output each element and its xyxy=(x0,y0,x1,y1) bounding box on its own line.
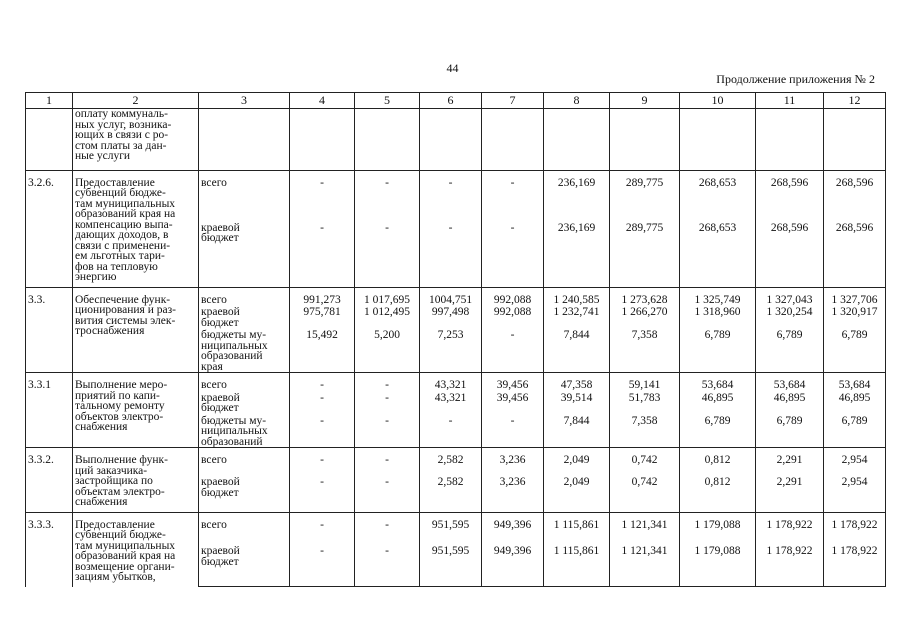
column-header: 9 xyxy=(610,93,680,109)
column-header: 12 xyxy=(824,93,886,109)
column-header: 4 xyxy=(290,93,355,109)
value-cell: 1 320,254 xyxy=(756,305,824,328)
row-name: Обеспечение функ- ционирования и раз- вития системы элек- троснабжения xyxy=(73,287,199,373)
value-cell: 39,456 xyxy=(482,373,544,391)
value-cell: 53,684 xyxy=(756,373,824,391)
value-cell: 268,596 xyxy=(756,170,824,221)
value-cell: 992,088 xyxy=(482,305,544,328)
row-name: Предоставление субвенций бюдже- там муниципальных образований края на возмещение органи- зациям убытков, xyxy=(73,512,199,587)
value-cell: 236,169 xyxy=(544,221,610,287)
value-cell: - xyxy=(420,170,482,221)
value-cell: 1 327,706 xyxy=(824,287,886,305)
value-cell: 46,895 xyxy=(756,391,824,414)
value-cell: 43,321 xyxy=(420,391,482,414)
value-cell: 951,595 xyxy=(420,544,482,586)
value-cell: 1 318,960 xyxy=(680,305,756,328)
funding-source: краевой бюджет xyxy=(199,544,290,586)
value-cell: 59,141 xyxy=(610,373,680,391)
value-cell: - xyxy=(420,221,482,287)
value-cell: 1 320,917 xyxy=(824,305,886,328)
row-name: Предоставление субвенций бюдже- там муниципальных образований края на компенсацию выпа- дающих доходов, в связи с применени- ем льготных тари- фов на тепловую энергию xyxy=(73,170,199,287)
value-cell: 1 325,749 xyxy=(680,287,756,305)
value-cell: 2,954 xyxy=(824,475,886,512)
value-cell: 1 179,088 xyxy=(680,544,756,586)
value-cell: 15,492 xyxy=(290,328,355,373)
table-row xyxy=(26,448,886,476)
value-cell: 2,954 xyxy=(824,448,886,476)
value-cell: 6,789 xyxy=(824,414,886,448)
value-cell: 6,789 xyxy=(756,328,824,373)
value-cell: 39,514 xyxy=(544,391,610,414)
value-cell: 1 327,043 xyxy=(756,287,824,305)
value-cell: 6,789 xyxy=(680,328,756,373)
value-cell: - xyxy=(290,221,355,287)
value-cell: - xyxy=(355,391,420,414)
funding-source: краевой бюджет xyxy=(199,391,290,414)
value-cell: 0,742 xyxy=(610,448,680,476)
value-cell: 1 115,861 xyxy=(544,512,610,544)
funding-source: всего xyxy=(199,170,290,221)
value-cell: 47,358 xyxy=(544,373,610,391)
value-cell: 1 232,741 xyxy=(544,305,610,328)
page-number: 44 xyxy=(446,61,459,75)
value-cell: 7,358 xyxy=(610,414,680,448)
value-cell: - xyxy=(482,414,544,448)
value-cell: - xyxy=(290,544,355,586)
value-cell: 43,321 xyxy=(420,373,482,391)
value-cell: - xyxy=(355,512,420,544)
value-cell: 268,596 xyxy=(756,221,824,287)
column-header: 6 xyxy=(420,93,482,109)
row-name: Выполнение меро- приятий по капи- тальному ремонту объектов электро- снабжения xyxy=(73,373,199,448)
budget-table xyxy=(25,92,886,587)
column-header: 1 xyxy=(26,93,73,109)
funding-source: всего xyxy=(199,512,290,544)
value-cell: - xyxy=(482,221,544,287)
value-cell: - xyxy=(355,373,420,391)
value-cell: 0,812 xyxy=(680,448,756,476)
value-cell: 7,358 xyxy=(610,328,680,373)
funding-source: краевой бюджет xyxy=(199,475,290,512)
value-cell: 53,684 xyxy=(824,373,886,391)
value-cell: 1 121,341 xyxy=(610,544,680,586)
value-cell: 46,895 xyxy=(680,391,756,414)
column-header: 8 xyxy=(544,93,610,109)
value-cell: 1 121,341 xyxy=(610,512,680,544)
value-cell: 949,396 xyxy=(482,512,544,544)
row-name: Выполнение функ- ций заказчика- застройщика по объектам электро- снабжения xyxy=(73,448,199,513)
column-header: 11 xyxy=(756,93,824,109)
value-cell: 997,498 xyxy=(420,305,482,328)
value-cell: 5,200 xyxy=(355,328,420,373)
value-cell: 1 273,628 xyxy=(610,287,680,305)
table-row xyxy=(26,170,886,221)
value-cell: 6,789 xyxy=(756,414,824,448)
value-cell: 2,291 xyxy=(756,475,824,512)
value-cell: 51,783 xyxy=(610,391,680,414)
value-cell: 1 240,585 xyxy=(544,287,610,305)
value-cell: 7,844 xyxy=(544,414,610,448)
value-cell: 39,456 xyxy=(482,391,544,414)
value-cell: 975,781 xyxy=(290,305,355,328)
value-cell: - xyxy=(290,475,355,512)
carry-over-row xyxy=(26,109,886,171)
value-cell: 1 266,270 xyxy=(610,305,680,328)
value-cell: - xyxy=(290,448,355,476)
value-cell: 1 012,495 xyxy=(355,305,420,328)
value-cell: - xyxy=(355,448,420,476)
value-cell: 2,582 xyxy=(420,475,482,512)
value-cell: 2,582 xyxy=(420,448,482,476)
row-code: 3.2.6. xyxy=(26,170,73,287)
value-cell: - xyxy=(290,373,355,391)
row-code: 3.3. xyxy=(26,287,73,373)
value-cell: - xyxy=(355,544,420,586)
value-cell: - xyxy=(290,170,355,221)
table-row xyxy=(26,373,886,391)
table-body xyxy=(26,109,886,587)
value-cell: - xyxy=(420,414,482,448)
value-cell: - xyxy=(290,414,355,448)
value-cell: 7,253 xyxy=(420,328,482,373)
row-code: 3.3.3. xyxy=(26,512,73,587)
value-cell: 1 178,922 xyxy=(756,544,824,586)
value-cell: - xyxy=(482,328,544,373)
value-cell: 6,789 xyxy=(824,328,886,373)
funding-source: бюджеты му- ниципальных образований xyxy=(199,414,290,448)
funding-source: всего xyxy=(199,287,290,305)
value-cell: 3,236 xyxy=(482,475,544,512)
value-cell: - xyxy=(482,170,544,221)
value-cell: 1 017,695 xyxy=(355,287,420,305)
value-cell: 1 178,922 xyxy=(824,512,886,544)
table-row xyxy=(26,512,886,544)
funding-source: всего xyxy=(199,448,290,476)
value-cell: 46,895 xyxy=(824,391,886,414)
value-cell: 236,169 xyxy=(544,170,610,221)
value-cell: 2,291 xyxy=(756,448,824,476)
value-cell: - xyxy=(355,475,420,512)
value-cell: 1 178,922 xyxy=(824,544,886,586)
value-cell: 7,844 xyxy=(544,328,610,373)
row-code: 3.3.2. xyxy=(26,448,73,513)
row-code: 3.3.1 xyxy=(26,373,73,448)
value-cell: 992,088 xyxy=(482,287,544,305)
value-cell: 289,775 xyxy=(610,221,680,287)
value-cell: - xyxy=(355,221,420,287)
value-cell: 268,596 xyxy=(824,170,886,221)
value-cell: 268,596 xyxy=(824,221,886,287)
carry-over-text: оплату коммуналь- ных услуг, возника- ющих в связи с ро- стом платы за дан- ные услуги xyxy=(73,109,199,171)
value-cell: 2,049 xyxy=(544,475,610,512)
value-cell: 2,049 xyxy=(544,448,610,476)
value-cell: 53,684 xyxy=(680,373,756,391)
column-header: 3 xyxy=(199,93,290,109)
value-cell: 3,236 xyxy=(482,448,544,476)
row-code-cell xyxy=(26,109,73,171)
value-cell: - xyxy=(290,391,355,414)
value-cell: 289,775 xyxy=(610,170,680,221)
column-header: 10 xyxy=(680,93,756,109)
value-cell: 951,595 xyxy=(420,512,482,544)
value-cell: 991,273 xyxy=(290,287,355,305)
value-cell: 949,396 xyxy=(482,544,544,586)
value-cell: - xyxy=(355,170,420,221)
column-header: 2 xyxy=(73,93,199,109)
value-cell: 268,653 xyxy=(680,170,756,221)
value-cell: - xyxy=(355,414,420,448)
funding-source: бюджеты му- ниципальных образований края xyxy=(199,328,290,373)
value-cell: 268,653 xyxy=(680,221,756,287)
value-cell: 1 179,088 xyxy=(680,512,756,544)
funding-source: краевой бюджет xyxy=(199,305,290,328)
value-cell: - xyxy=(290,512,355,544)
value-cell: 1 178,922 xyxy=(756,512,824,544)
value-cell: 1004,751 xyxy=(420,287,482,305)
value-cell: 6,789 xyxy=(680,414,756,448)
continuation-label: Продолжение приложения № 2 xyxy=(716,72,875,86)
value-cell: 1 115,861 xyxy=(544,544,610,586)
column-number-row xyxy=(26,93,886,109)
funding-source: краевой бюджет xyxy=(199,221,290,287)
funding-source: всего xyxy=(199,373,290,391)
column-header: 7 xyxy=(482,93,544,109)
column-header: 5 xyxy=(355,93,420,109)
value-cell: 0,742 xyxy=(610,475,680,512)
value-cell: 0,812 xyxy=(680,475,756,512)
table-row xyxy=(26,287,886,305)
